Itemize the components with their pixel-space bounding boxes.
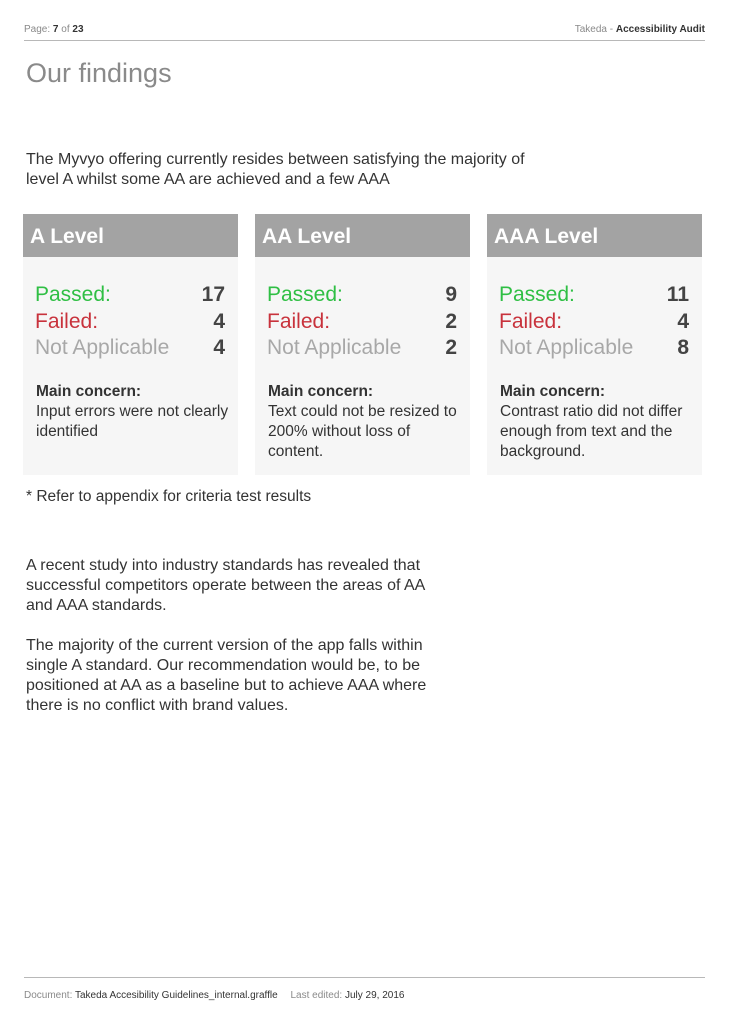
stat-not-applicable: Not Applicable 8 [499,336,689,359]
intro-text: The Myvyo offering currently resides between satisfying the majority of level A whilst some AA are achieved and a few AAA [26,151,525,188]
level-card-aaa [487,214,702,475]
page-number: Page: 7 of 23 [24,24,84,35]
stat-not-applicable: Not Applicable 2 [267,336,457,359]
level-stats [267,282,457,362]
level-card-title: AA Level [255,214,470,257]
stat-passed: Passed: 11 [499,283,689,306]
main-concern [268,382,462,462]
stat-passed: Passed: 17 [35,283,225,306]
page-header [24,20,705,41]
level-card-title: A Level [23,214,238,257]
concern-text: Text could not be resized to 200% without loss of content. [268,403,457,460]
footer-document: Document: Takeda Accesibility Guidelines_internal.graffle [24,990,278,1001]
concern-text: Input errors were not clearly identified [36,403,229,440]
level-card-title: AAA Level [487,214,702,257]
level-stats [499,282,689,362]
concern-heading: Main concern: [268,383,374,400]
stat-passed: Passed: 9 [267,283,457,306]
page-title: Our findings [26,58,172,88]
page-footer [24,977,705,1001]
footer-last-edited: Last edited: July 29, 2016 [290,990,405,1001]
concern-heading: Main concern: [500,383,606,400]
concern-text: Contrast ratio did not differ enough from text and the background. [500,403,683,460]
main-concern [36,382,230,442]
concern-heading: Main concern: [36,383,142,400]
study-paragraph: A recent study into industry standards has revealed that successful competitors operate between the areas of AA and AAA standards. [26,557,425,614]
appendix-footnote: * Refer to appendix for criteria test results [26,488,312,505]
level-card-a [23,214,238,475]
stat-failed: Failed: 4 [35,309,225,333]
main-concern [500,382,694,462]
level-stats [35,282,225,362]
document-title: Takeda - Accessibility Audit [574,24,705,35]
recommendation-paragraph: The majority of the current version of the app falls within single A standard. Our recommendation would be, to be positioned at AA as a baseline but to achieve AAA where there is no conflict with brand values. [26,637,427,714]
level-card-aa [255,214,470,475]
stat-not-applicable: Not Applicable 4 [35,336,225,359]
stat-failed: Failed: 4 [499,309,689,333]
stat-failed: Failed: 2 [267,309,457,333]
